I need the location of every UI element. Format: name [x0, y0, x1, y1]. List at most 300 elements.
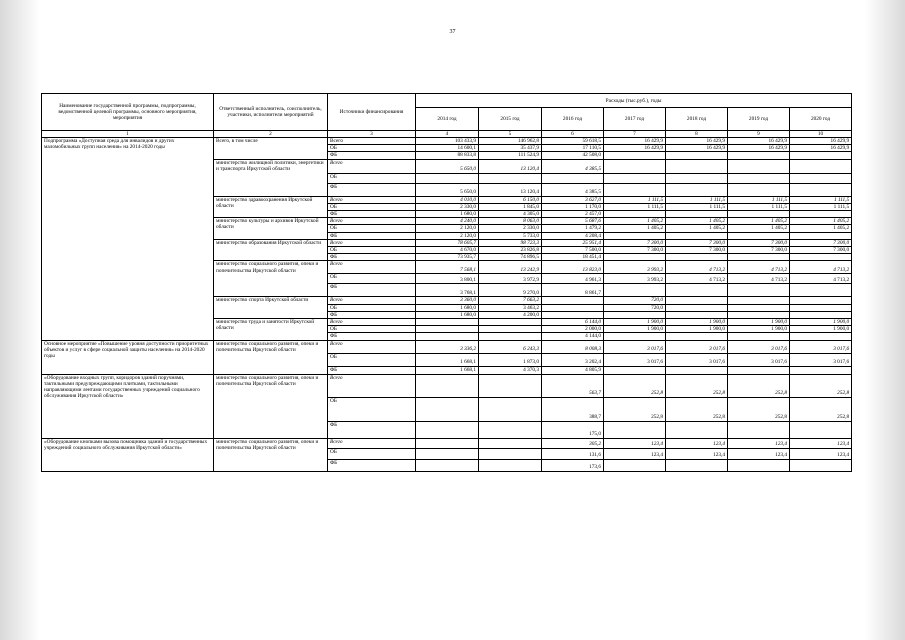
- executor-cell: министерство социального развития, опеки и попечительства Иркутской области: [214, 374, 328, 438]
- value-cell: [728, 333, 790, 340]
- source-cell: ОБ: [328, 247, 416, 254]
- value-cell: [728, 152, 790, 159]
- source-cell: ОБ: [328, 274, 416, 284]
- value-cell: 1 405,2: [728, 225, 790, 232]
- program-name-cell: Подпрограмма «Доступная среда для инвалидов и других маломобильных групп населения» на 2014-2020 годы: [42, 138, 214, 341]
- source-cell: ОБ: [328, 203, 416, 210]
- value-cell: 98 723,3: [479, 239, 542, 246]
- value-cell: 252,8: [666, 374, 728, 397]
- value-cell: 103 433,9: [416, 138, 479, 145]
- column-numbers-row: [42, 131, 852, 138]
- value-cell: 3 993,2: [604, 261, 666, 274]
- source-cell: ФБ: [328, 333, 416, 340]
- value-cell: 7 568,1: [416, 261, 479, 274]
- value-cell: 7 300,0: [666, 239, 728, 246]
- value-cell: [790, 159, 852, 173]
- value-cell: [790, 152, 852, 159]
- value-cell: 123,4: [604, 448, 666, 459]
- value-cell: [790, 284, 852, 297]
- value-cell: [666, 211, 728, 218]
- program-name-cell: «Оборудование входных групп, коридоров зданий поручнями, тактильными предупреждающими плитками, тактильными направляющими лентами государственных учреждений социального обслуживания Иркутской области»: [42, 374, 214, 438]
- value-cell: [728, 211, 790, 218]
- value-cell: 1 111,5: [790, 196, 852, 203]
- value-cell: [790, 459, 852, 471]
- value-cell: [728, 159, 790, 173]
- value-cell: 305,2: [542, 438, 604, 448]
- value-cell: 7 300,0: [666, 247, 728, 254]
- value-cell: 252,8: [790, 374, 852, 397]
- value-cell: 7 300,0: [728, 247, 790, 254]
- value-cell: 73 935,7: [416, 254, 479, 261]
- value-cell: [790, 173, 852, 183]
- table-row: [42, 438, 852, 448]
- value-cell: 13 120,4: [479, 159, 542, 173]
- value-cell: 123,4: [728, 448, 790, 459]
- value-cell: 1 405,2: [728, 218, 790, 225]
- value-cell: [728, 183, 790, 196]
- executor-cell: министерство труда и занятости Иркутской области: [214, 319, 328, 341]
- value-cell: [728, 284, 790, 297]
- value-cell: 388,7: [542, 397, 604, 421]
- value-cell: 3 800,1: [416, 274, 479, 284]
- value-cell: 3 202,4: [542, 353, 604, 366]
- table-row: [42, 138, 852, 145]
- value-cell: 3 360,0: [416, 297, 479, 304]
- value-cell: 13 823,0: [542, 261, 604, 274]
- value-cell: 4 670,0: [416, 247, 479, 254]
- value-cell: 16 429,9: [666, 145, 728, 152]
- value-cell: [666, 459, 728, 471]
- value-cell: 1 873,0: [479, 353, 542, 366]
- value-cell: [542, 173, 604, 183]
- value-cell: 1 170,0: [542, 203, 604, 210]
- value-cell: [728, 459, 790, 471]
- value-cell: 35 437,9: [479, 145, 542, 152]
- value-cell: [790, 297, 852, 304]
- source-cell: ОБ: [328, 448, 416, 459]
- value-cell: 74 896,5: [479, 254, 542, 261]
- source-cell: ОБ: [328, 145, 416, 152]
- value-cell: [604, 254, 666, 261]
- value-cell: 5 650,0: [416, 159, 479, 173]
- value-cell: 3 017,6: [728, 353, 790, 366]
- value-cell: [666, 284, 728, 297]
- value-cell: [479, 459, 542, 471]
- value-cell: 4 305,0: [479, 211, 542, 218]
- source-cell: ФБ: [328, 366, 416, 374]
- value-cell: 252,8: [728, 397, 790, 421]
- value-cell: [790, 421, 852, 438]
- value-cell: [666, 183, 728, 196]
- value-cell: 1 479,2: [542, 225, 604, 232]
- value-cell: 4 713,2: [790, 261, 852, 274]
- header-source: Источники финансирования: [328, 94, 416, 131]
- value-cell: 3 017,6: [728, 340, 790, 353]
- value-cell: 7 300,0: [728, 239, 790, 246]
- value-cell: 1 405,2: [666, 218, 728, 225]
- value-cell: 173,6: [542, 459, 604, 471]
- source-cell: ОБ: [328, 225, 416, 232]
- value-cell: [479, 421, 542, 438]
- value-cell: 4 713,2: [728, 261, 790, 274]
- executor-cell: министерство образования Иркутской области: [214, 239, 328, 261]
- value-cell: [666, 159, 728, 173]
- value-cell: 16 429,9: [604, 145, 666, 152]
- value-cell: [604, 421, 666, 438]
- value-cell: 4 010,0: [416, 196, 479, 203]
- value-cell: [542, 297, 604, 304]
- value-cell: [416, 448, 479, 459]
- value-cell: [416, 459, 479, 471]
- source-cell: ОБ: [328, 326, 416, 333]
- value-cell: [666, 333, 728, 340]
- value-cell: 16 429,9: [728, 145, 790, 152]
- source-cell: ОБ: [328, 353, 416, 366]
- value-cell: 42 508,0: [542, 152, 604, 159]
- value-cell: [416, 326, 479, 333]
- value-cell: 2 457,0: [542, 211, 604, 218]
- value-cell: [728, 304, 790, 311]
- value-cell: 1 680,0: [416, 304, 479, 311]
- value-cell: [666, 366, 728, 374]
- value-cell: 4 805,9: [542, 366, 604, 374]
- value-cell: 3 972,9: [479, 274, 542, 284]
- source-cell: Всего: [328, 438, 416, 448]
- value-cell: [604, 366, 666, 374]
- value-cell: [728, 232, 790, 239]
- value-cell: 4 713,2: [790, 274, 852, 284]
- program-name-cell: «Оборудование кнопками вызова помощника зданий и государственных учреждений социального обслуживания Иркутской области»: [42, 438, 214, 471]
- value-cell: [728, 254, 790, 261]
- value-cell: 1 680,0: [416, 311, 479, 318]
- column-number: 6: [542, 131, 604, 138]
- value-cell: 16 429,9: [666, 138, 728, 145]
- column-number: 2: [214, 131, 328, 138]
- source-cell: ФБ: [328, 152, 416, 159]
- value-cell: 1 111,5: [728, 196, 790, 203]
- value-cell: [479, 397, 542, 421]
- page-number: 37: [449, 29, 456, 35]
- value-cell: [479, 319, 542, 326]
- value-cell: [666, 304, 728, 311]
- value-cell: 1 405,2: [790, 218, 852, 225]
- value-cell: 720,0: [604, 297, 666, 304]
- source-cell: ФБ: [328, 183, 416, 196]
- value-cell: [604, 311, 666, 318]
- value-cell: 7 300,0: [790, 247, 852, 254]
- value-cell: 1 111,5: [604, 203, 666, 210]
- value-cell: 1 845,0: [479, 203, 542, 210]
- value-cell: 3 017,6: [604, 340, 666, 353]
- value-cell: 5 733,0: [479, 232, 542, 239]
- table-row: [42, 340, 852, 353]
- value-cell: 123,4: [604, 438, 666, 448]
- value-cell: 146 962,8: [479, 138, 542, 145]
- value-cell: 16 429,9: [604, 138, 666, 145]
- value-cell: 131,6: [542, 448, 604, 459]
- value-cell: 4 385,5: [542, 183, 604, 196]
- executor-cell: министерство культуры и архивов Иркутской области: [214, 218, 328, 240]
- value-cell: 3 017,6: [604, 353, 666, 366]
- value-cell: [728, 311, 790, 318]
- header-year: 2015 год: [479, 108, 542, 131]
- value-cell: 3 017,6: [790, 353, 852, 366]
- value-cell: 1 405,2: [790, 225, 852, 232]
- value-cell: 1 900,0: [604, 326, 666, 333]
- value-cell: [416, 173, 479, 183]
- value-cell: [604, 211, 666, 218]
- value-cell: 4 200,0: [479, 311, 542, 318]
- value-cell: [728, 173, 790, 183]
- value-cell: 7 300,0: [790, 239, 852, 246]
- value-cell: 563,7: [542, 374, 604, 397]
- value-cell: 123,4: [790, 438, 852, 448]
- header-year: 2020 год: [790, 108, 852, 131]
- budget-table: [41, 93, 852, 472]
- executor-cell: министерство социального развития, опеки и попечительства Иркутской области: [214, 261, 328, 297]
- value-cell: 16 429,9: [790, 145, 852, 152]
- column-number: 5: [479, 131, 542, 138]
- value-cell: 8 861,7: [542, 284, 604, 297]
- value-cell: 4 961,3: [542, 274, 604, 284]
- value-cell: 1 111,5: [666, 196, 728, 203]
- value-cell: 3 627,0: [542, 196, 604, 203]
- value-cell: 6 243,3: [479, 340, 542, 353]
- value-cell: 2 120,0: [416, 232, 479, 239]
- value-cell: 252,8: [728, 374, 790, 397]
- value-cell: [604, 159, 666, 173]
- source-cell: Всего: [328, 261, 416, 274]
- value-cell: [479, 326, 542, 333]
- value-cell: 5 687,6: [542, 218, 604, 225]
- source-cell: ФБ: [328, 421, 416, 438]
- value-cell: 16 429,9: [790, 138, 852, 145]
- column-number: 9: [728, 131, 790, 138]
- value-cell: [666, 152, 728, 159]
- source-cell: Всего: [328, 319, 416, 326]
- value-cell: 7 500,0: [542, 247, 604, 254]
- value-cell: 1 111,5: [728, 203, 790, 210]
- value-cell: 3 017,6: [666, 340, 728, 353]
- table-body: [42, 138, 852, 472]
- source-cell: Всего: [328, 159, 416, 173]
- source-cell: ОБ: [328, 173, 416, 183]
- value-cell: 7 300,0: [604, 247, 666, 254]
- source-cell: ФБ: [328, 311, 416, 318]
- column-number: 8: [666, 131, 728, 138]
- value-cell: 4 713,2: [666, 261, 728, 274]
- program-name-cell: Основное мероприятие «Повышение уровня доступности приоритетных объектов и услуг в сфере социальной защиты населения» на 2014-2020 годы: [42, 340, 214, 374]
- value-cell: 1 900,0: [728, 326, 790, 333]
- value-cell: 2 330,0: [416, 203, 479, 210]
- value-cell: 13 120,4: [479, 183, 542, 196]
- value-cell: 3 336,2: [416, 340, 479, 353]
- value-cell: [542, 304, 604, 311]
- value-cell: [542, 311, 604, 318]
- header-name: Наименование государственной программы, подпрограммы, ведомственной целевой программы, основного мероприятия, мероприятия: [42, 94, 214, 131]
- value-cell: 4 385,5: [542, 159, 604, 173]
- value-cell: 123,4: [790, 448, 852, 459]
- value-cell: 1 405,2: [666, 225, 728, 232]
- value-cell: [666, 254, 728, 261]
- value-cell: [604, 284, 666, 297]
- value-cell: 252,8: [604, 397, 666, 421]
- value-cell: [416, 374, 479, 397]
- value-cell: 25 951,4: [542, 239, 604, 246]
- column-number: 1: [42, 131, 214, 138]
- value-cell: 1 900,0: [790, 326, 852, 333]
- value-cell: 1 111,5: [666, 203, 728, 210]
- value-cell: 14 600,1: [416, 145, 479, 152]
- value-cell: 78 605,7: [416, 239, 479, 246]
- header-year: 2017 год: [604, 108, 666, 131]
- value-cell: 1 900,0: [790, 319, 852, 326]
- source-cell: ОБ: [328, 397, 416, 421]
- value-cell: 1 405,2: [604, 218, 666, 225]
- value-cell: 1 900,0: [666, 326, 728, 333]
- value-cell: 1 900,0: [666, 319, 728, 326]
- header-year: 2019 год: [728, 108, 790, 131]
- value-cell: 6 150,0: [479, 196, 542, 203]
- value-cell: 7 663,2: [479, 297, 542, 304]
- value-cell: 111 524,9: [479, 152, 542, 159]
- value-cell: 23 826,8: [479, 247, 542, 254]
- value-cell: 4 713,2: [728, 274, 790, 284]
- value-cell: 175,0: [542, 421, 604, 438]
- value-cell: [790, 366, 852, 374]
- value-cell: [666, 232, 728, 239]
- value-cell: 1 900,0: [604, 319, 666, 326]
- executor-cell: министерство здравоохранения Иркутской области: [214, 196, 328, 218]
- value-cell: 2 120,0: [416, 225, 479, 232]
- column-number: 7: [604, 131, 666, 138]
- value-cell: [479, 438, 542, 448]
- source-cell: ФБ: [328, 232, 416, 239]
- executor-cell: министерство спорта Иркутской области: [214, 297, 328, 319]
- value-cell: 16 429,9: [728, 138, 790, 145]
- value-cell: 252,8: [790, 397, 852, 421]
- scan-right-shadow: [865, 0, 905, 640]
- source-cell: Всего: [328, 196, 416, 203]
- value-cell: [790, 211, 852, 218]
- header-expenses: Расходы (тыс.руб.), годы: [416, 94, 852, 108]
- value-cell: [604, 173, 666, 183]
- value-cell: [666, 173, 728, 183]
- executor-cell: министерство жилищной политики, энергетики и транспорта Иркутской области: [214, 159, 328, 196]
- value-cell: [666, 421, 728, 438]
- value-cell: 123,4: [666, 438, 728, 448]
- value-cell: [604, 333, 666, 340]
- value-cell: 1 111,5: [604, 196, 666, 203]
- value-cell: 252,8: [604, 374, 666, 397]
- value-cell: 2 330,0: [479, 225, 542, 232]
- header-year: 2018 год: [666, 108, 728, 131]
- value-cell: [790, 311, 852, 318]
- table-row: [42, 374, 852, 397]
- value-cell: 4 208,4: [542, 232, 604, 239]
- value-cell: 252,8: [666, 397, 728, 421]
- value-cell: 3 993,2: [604, 274, 666, 284]
- value-cell: [479, 173, 542, 183]
- value-cell: 1 405,2: [604, 225, 666, 232]
- value-cell: 8 063,0: [479, 218, 542, 225]
- value-cell: 3 017,6: [790, 340, 852, 353]
- value-cell: 1 680,0: [416, 211, 479, 218]
- source-cell: ОБ: [328, 304, 416, 311]
- value-cell: 9 270,0: [479, 284, 542, 297]
- value-cell: [604, 459, 666, 471]
- value-cell: [479, 448, 542, 459]
- scan-left-shadow: [0, 0, 40, 640]
- value-cell: [416, 397, 479, 421]
- source-cell: ФБ: [328, 254, 416, 261]
- value-cell: 8 008,3: [542, 340, 604, 353]
- value-cell: 3 768,1: [416, 284, 479, 297]
- source-cell: Всего: [328, 340, 416, 353]
- value-cell: 18 451,4: [542, 254, 604, 261]
- source-cell: Всего: [328, 239, 416, 246]
- value-cell: 123,4: [666, 448, 728, 459]
- column-number: 4: [416, 131, 479, 138]
- value-cell: 1 111,5: [790, 203, 852, 210]
- value-cell: 1 900,0: [728, 319, 790, 326]
- value-cell: [416, 319, 479, 326]
- executor-cell: Всего, в том числе: [214, 138, 328, 160]
- value-cell: 123,4: [728, 438, 790, 448]
- value-cell: [604, 152, 666, 159]
- value-cell: 4 370,3: [479, 366, 542, 374]
- value-cell: [416, 421, 479, 438]
- value-cell: 1 668,1: [416, 353, 479, 366]
- value-cell: 6 144,0: [542, 319, 604, 326]
- value-cell: 3 463,2: [479, 304, 542, 311]
- value-cell: [790, 183, 852, 196]
- column-number: 10: [790, 131, 852, 138]
- value-cell: 720,0: [604, 304, 666, 311]
- source-cell: ФБ: [328, 284, 416, 297]
- executor-cell: министерство социального развития, опеки и попечительства Иркутской области: [214, 438, 328, 471]
- source-cell: Всего: [328, 297, 416, 304]
- value-cell: 5 650,0: [416, 183, 479, 196]
- value-cell: [790, 304, 852, 311]
- value-cell: [790, 333, 852, 340]
- value-cell: [666, 311, 728, 318]
- source-cell: Всего: [328, 218, 416, 225]
- value-cell: 13 242,9: [479, 261, 542, 274]
- source-cell: ФБ: [328, 211, 416, 218]
- column-number: 3: [328, 131, 416, 138]
- value-cell: [728, 421, 790, 438]
- value-cell: [790, 254, 852, 261]
- value-cell: [666, 297, 728, 304]
- value-cell: [604, 183, 666, 196]
- header-year: 2016 год: [542, 108, 604, 131]
- value-cell: [604, 232, 666, 239]
- value-cell: [728, 366, 790, 374]
- value-cell: [416, 333, 479, 340]
- value-cell: 17 110,5: [542, 145, 604, 152]
- value-cell: [728, 297, 790, 304]
- value-cell: 4 713,2: [666, 274, 728, 284]
- value-cell: [790, 232, 852, 239]
- source-cell: Всего: [328, 138, 416, 145]
- value-cell: 2 000,0: [542, 326, 604, 333]
- value-cell: 59 618,5: [542, 138, 604, 145]
- header-executor: Ответственный исполнитель, соисполнитель, участники, исполнители мероприятий: [214, 94, 328, 131]
- value-cell: 7 300,0: [604, 239, 666, 246]
- header-year: 2014 год: [416, 108, 479, 131]
- source-cell: Всего: [328, 374, 416, 397]
